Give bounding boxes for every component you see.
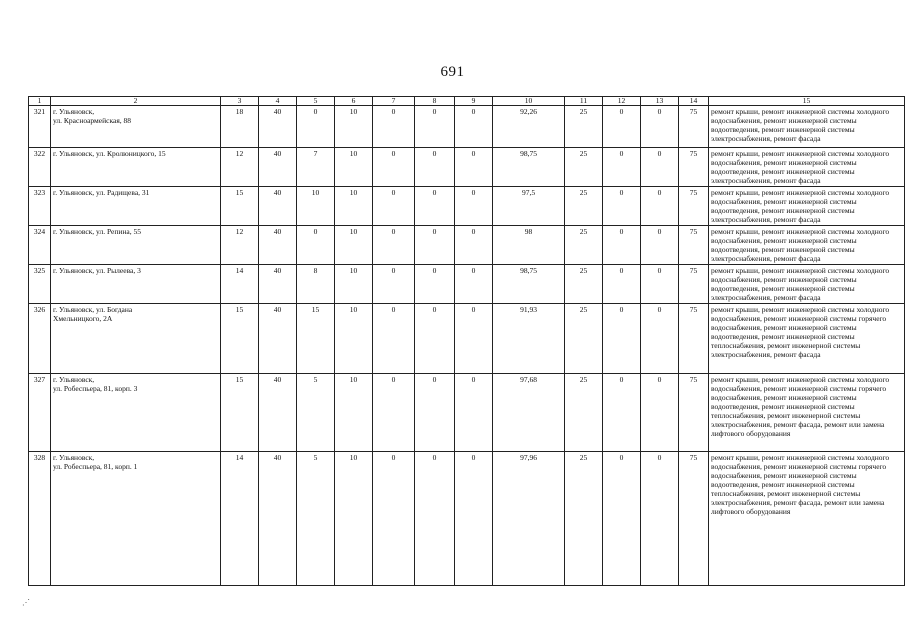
value-cell: 0: [603, 148, 641, 187]
value-cell: 10: [335, 148, 373, 187]
column-number-cell: 14: [679, 97, 709, 106]
address-cell: г. Ульяновск, ул. Богдана Хмельницкого, 2А: [51, 304, 221, 374]
column-number-cell: 5: [297, 97, 335, 106]
value-cell: 25: [565, 304, 603, 374]
value-cell: 0: [297, 106, 335, 148]
value-cell: 98: [493, 226, 565, 265]
value-cell: 0: [415, 452, 455, 586]
column-number-cell: 3: [221, 97, 259, 106]
value-cell: 91,93: [493, 304, 565, 374]
value-cell: 0: [455, 187, 493, 226]
value-cell: 0: [455, 374, 493, 452]
value-cell: 0: [603, 374, 641, 452]
value-cell: 97,68: [493, 374, 565, 452]
value-cell: 75: [679, 226, 709, 265]
value-cell: 0: [373, 265, 415, 304]
repair-works-cell: ремонт крыши, ремонт инженерной системы холодного водоснабжения, ремонт инженерной системы горячего водоснабжения, ремонт инженерной системы водоотведения, ремонт инженерной системы теплоснабжения, ремонт инженерной системы электроснабжения, ремонт фасада, ремонт или замена лифтового оборудования: [709, 452, 905, 586]
repair-works-cell: ремонт крыши, ремонт инженерной системы холодного водоснабжения, ремонт инженерной системы водоотведения, ремонт инженерной системы электроснабжения, ремонт фасада: [709, 265, 905, 304]
repair-works-cell: ремонт крыши, ремонт инженерной системы холодного водоснабжения, ремонт инженерной системы водоотведения, ремонт инженерной системы электроснабжения, ремонт фасада: [709, 187, 905, 226]
value-cell: 10: [335, 187, 373, 226]
address-cell: г. Ульяновск, ул. Радищева, 31: [51, 187, 221, 226]
repair-works-cell: ремонт крыши, ремонт инженерной системы холодного водоснабжения, ремонт инженерной системы водоотведения, ремонт инженерной системы электроснабжения, ремонт фасада: [709, 106, 905, 148]
column-number-cell: 1: [29, 97, 51, 106]
value-cell: 10: [335, 304, 373, 374]
value-cell: 10: [335, 106, 373, 148]
value-cell: 40: [259, 265, 297, 304]
value-cell: 40: [259, 452, 297, 586]
column-number-cell: 12: [603, 97, 641, 106]
table-row: [29, 106, 905, 148]
value-cell: 25: [565, 226, 603, 265]
row-number-cell: 325: [29, 265, 51, 304]
value-cell: 25: [565, 265, 603, 304]
value-cell: 0: [641, 106, 679, 148]
value-cell: 75: [679, 304, 709, 374]
value-cell: 0: [455, 304, 493, 374]
value-cell: 0: [373, 226, 415, 265]
value-cell: 0: [603, 106, 641, 148]
value-cell: 25: [565, 374, 603, 452]
value-cell: 0: [641, 148, 679, 187]
repair-works-cell: ремонт крыши, ремонт инженерной системы холодного водоснабжения, ремонт инженерной системы водоотведения, ремонт инженерной системы электроснабжения, ремонт фасада: [709, 226, 905, 265]
value-cell: 40: [259, 374, 297, 452]
value-cell: 0: [603, 187, 641, 226]
table-row: [29, 148, 905, 187]
column-number-cell: 9: [455, 97, 493, 106]
value-cell: 15: [221, 374, 259, 452]
table-row: [29, 265, 905, 304]
repair-works-cell: ремонт крыши, ремонт инженерной системы холодного водоснабжения, ремонт инженерной системы водоотведения, ремонт инженерной системы электроснабжения, ремонт фасада: [709, 148, 905, 187]
address-cell: г. Ульяновск, ул. Робеспьера, 81, корп. 3: [51, 374, 221, 452]
value-cell: 97,96: [493, 452, 565, 586]
value-cell: 40: [259, 304, 297, 374]
row-number-cell: 323: [29, 187, 51, 226]
value-cell: 0: [415, 226, 455, 265]
table-row: [29, 187, 905, 226]
value-cell: 0: [641, 374, 679, 452]
value-cell: 0: [373, 148, 415, 187]
value-cell: 12: [221, 148, 259, 187]
value-cell: 0: [455, 148, 493, 187]
value-cell: 12: [221, 226, 259, 265]
value-cell: 0: [641, 187, 679, 226]
row-number-cell: 322: [29, 148, 51, 187]
value-cell: 0: [415, 265, 455, 304]
value-cell: 15: [297, 304, 335, 374]
column-number-cell: 2: [51, 97, 221, 106]
value-cell: 0: [415, 374, 455, 452]
address-cell: г. Ульяновск, ул. Кролюницкого, 15: [51, 148, 221, 187]
row-number-cell: 327: [29, 374, 51, 452]
value-cell: 40: [259, 187, 297, 226]
value-cell: 75: [679, 148, 709, 187]
column-number-cell: 13: [641, 97, 679, 106]
value-cell: 0: [455, 452, 493, 586]
value-cell: 10: [335, 452, 373, 586]
value-cell: 25: [565, 187, 603, 226]
value-cell: 5: [297, 452, 335, 586]
value-cell: 0: [455, 226, 493, 265]
value-cell: 0: [373, 452, 415, 586]
table-row: [29, 374, 905, 452]
value-cell: 14: [221, 265, 259, 304]
row-number-cell: 321: [29, 106, 51, 148]
value-cell: 25: [565, 452, 603, 586]
column-number-cell: 15: [709, 97, 905, 106]
value-cell: 7: [297, 148, 335, 187]
value-cell: 0: [603, 304, 641, 374]
value-cell: 14: [221, 452, 259, 586]
value-cell: 92,26: [493, 106, 565, 148]
column-number-row: [29, 97, 905, 106]
value-cell: 15: [221, 304, 259, 374]
row-number-cell: 324: [29, 226, 51, 265]
value-cell: 75: [679, 374, 709, 452]
value-cell: 10: [297, 187, 335, 226]
value-cell: 5: [297, 374, 335, 452]
value-cell: 0: [641, 265, 679, 304]
value-cell: 0: [373, 374, 415, 452]
value-cell: 0: [415, 187, 455, 226]
column-number-cell: 7: [373, 97, 415, 106]
value-cell: 0: [603, 226, 641, 265]
value-cell: 15: [221, 187, 259, 226]
table-body: [29, 97, 905, 586]
column-number-cell: 6: [335, 97, 373, 106]
value-cell: 0: [373, 304, 415, 374]
value-cell: 10: [335, 374, 373, 452]
page-number: 691: [440, 64, 465, 80]
value-cell: 0: [641, 226, 679, 265]
repair-works-cell: ремонт крыши, ремонт инженерной системы холодного водоснабжения, ремонт инженерной системы горячего водоснабжения, ремонт инженерной системы водоотведения, ремонт инженерной системы теплоснабжения, ремонт инженерной системы электроснабжения, ремонт фасада, ремонт или замена лифтового оборудования: [709, 374, 905, 452]
value-cell: 40: [259, 106, 297, 148]
value-cell: 18: [221, 106, 259, 148]
column-number-cell: 11: [565, 97, 603, 106]
value-cell: 98,75: [493, 148, 565, 187]
table-row: [29, 452, 905, 586]
scan-specks: ⋰: [22, 598, 30, 607]
value-cell: 25: [565, 148, 603, 187]
value-cell: 25: [565, 106, 603, 148]
value-cell: 0: [455, 106, 493, 148]
column-number-cell: 10: [493, 97, 565, 106]
table-row: [29, 304, 905, 374]
value-cell: 0: [641, 304, 679, 374]
address-cell: г. Ульяновск, ул. Рылеева, 3: [51, 265, 221, 304]
value-cell: 10: [335, 226, 373, 265]
address-cell: г. Ульяновск, ул. Робеспьера, 81, корп. 1: [51, 452, 221, 586]
value-cell: 0: [297, 226, 335, 265]
address-cell: г. Ульяновск, ул. Репина, 55: [51, 226, 221, 265]
value-cell: 75: [679, 265, 709, 304]
value-cell: 0: [415, 148, 455, 187]
housing-repair-table: [28, 96, 905, 586]
value-cell: 0: [455, 265, 493, 304]
value-cell: 97,5: [493, 187, 565, 226]
repair-works-cell: ремонт крыши, ремонт инженерной системы холодного водоснабжения, ремонт инженерной системы горячего водоснабжения, ремонт инженерной системы водоотведения, ремонт инженерной системы теплоснабжения, ремонт инженерной системы электроснабжения, ремонт фасада: [709, 304, 905, 374]
value-cell: 0: [415, 304, 455, 374]
value-cell: 75: [679, 106, 709, 148]
table-row: [29, 226, 905, 265]
column-number-cell: 4: [259, 97, 297, 106]
value-cell: 10: [335, 265, 373, 304]
value-cell: 75: [679, 452, 709, 586]
column-number-cell: 8: [415, 97, 455, 106]
value-cell: 0: [373, 187, 415, 226]
address-cell: г. Ульяновск, ул. Красноармейская, 88: [51, 106, 221, 148]
value-cell: 0: [603, 265, 641, 304]
value-cell: 75: [679, 187, 709, 226]
value-cell: 0: [641, 452, 679, 586]
value-cell: 0: [415, 106, 455, 148]
value-cell: 40: [259, 148, 297, 187]
value-cell: 98,75: [493, 265, 565, 304]
value-cell: 0: [603, 452, 641, 586]
row-number-cell: 326: [29, 304, 51, 374]
row-number-cell: 328: [29, 452, 51, 586]
value-cell: 0: [373, 106, 415, 148]
value-cell: 8: [297, 265, 335, 304]
value-cell: 40: [259, 226, 297, 265]
